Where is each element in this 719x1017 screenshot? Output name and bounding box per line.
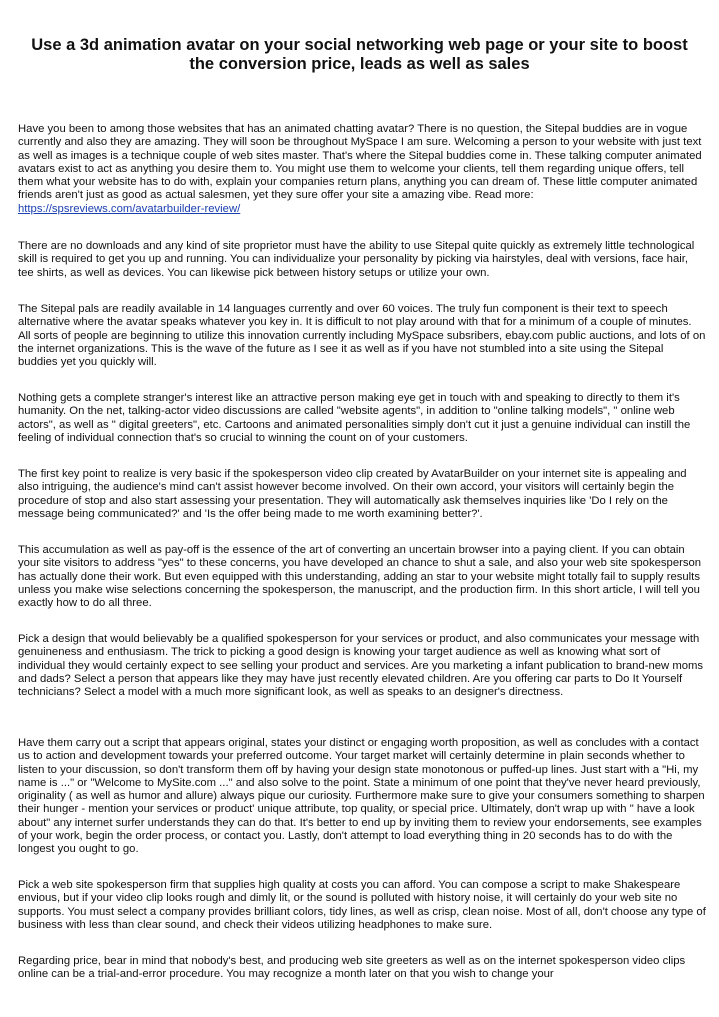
paragraph-9: Regarding price, bear in mind that nobody's best, and producing web site greeters as well as on the internet spokesperson video clips online can be a trial-and-error procedure. You may recognize a month later on that you wish to change your <box>18 955 686 981</box>
paragraph-2: The Sitepal pals are readily available in 14 languages currently and over 60 voices. The truly fun component is their text to speech alternative where the avatar speaks whatever you key in. It is difficult to not play around with that for a minimum of a couple of minutes. All sorts of people are beginning to utilize this innovation currently including MySpace subsribers, ebay.com public auctions, and lots of on the internet organizations. This is the wave of the future as I see it as well as if you have not stumbled into a site using the Sitepal buddies yet you quickly will. <box>18 303 706 369</box>
paragraph-8: Pick a web site spokesperson firm that supplies high quality at costs you can afford. You can compose a script to make Shakespeare envious, but if your video clip looks rough and dimly lit, or the sound is polluted with history noise, it will certainly do your web site no supports. You must select a company provides brilliant colors, tidy lines, as well as crisp, clean noise. Most of all, don't choose any type of business with less than clear sound, and check their videos utilizing headphones to make sure. <box>18 879 706 931</box>
intro-paragraph <box>18 123 706 216</box>
page-title: Use a 3d animation avatar on your social networking web page or your site to boost the conversion price, leads as well as sales <box>31 36 688 73</box>
paragraph-7: Have them carry out a script that appears original, states your distinct or engaging worth proposition, as well as concludes with a contact us to action and development towards your preferred outcome. Your target market will certainly determine in plain seconds whether to listen to your discussion, so don't transform them off by having your design state monotonous or puffed-up lines. Just start with a "Hi, my name is ..." or "Welcome to MySite.com ..." and also solve to the point. State a minimum of one point that they've never heard previously, originality ( as well as humor and allure) always pique our curiosity. Furthermore make sure to give your consumers something to sharpen their hunger - mention your services or product' unique attribute, top quality, or special price. Ultimately, don't wrap up with " have a look about" any internet surfer understands they can do that. It's better to end up by inviting them to review your endorsements, see examples of your work, begin the order process, or contact you. Lastly, don't attempt to load everything thing in 20 seconds has to do with the longest you ought to go. <box>18 737 705 856</box>
intro-text: Have you been to among those websites that has an animated chatting avatar? There is no question, the Sitepal buddies are in vogue currently and also they are amazing. They will soon be throughout MySpace I am sure. Welcoming a person to your website with just text as well as images is a technique couple of web sites master. That's where the Sitepal buddies come in. These talking computer animated avatars exist to act as anything you desire them to. You might use them to welcome your clients, tell them regarding unique offers, tell them what your website has to do with, explain your companies return plans, anything you can dream of. These little computer animated friends aren't just as good as actual salesmen, yet they sure offer your site a amazing vibe. Read more: <box>18 123 702 202</box>
paragraph-5: This accumulation as well as pay-off is the essence of the art of converting an uncertain browser into a paying client. If you can obtain your site visitors to address "yes" to these concerns, you have developed an chance to shut a sale, and also your web site spokesperson has actually done their work. But even equipped with this understanding, adding an star to your website might totally fail to supply results unless you make wise selections concerning the spokesperson, the manuscript, and the production firm. In this short article, I will tell you exactly how to do all three. <box>18 544 702 610</box>
paragraph-6: Pick a design that would believably be a qualified spokesperson for your services or product, and also communicates your message with genuineness and enthusiasm. The trick to picking a good design is knowing your target audience as well as knowing what sort of individual they would certainly expect to see selling your product and services. Are you marketing a infant publication to brand-new moms and dads? Select a person that appears like they may have just recently elevated children. Are you offering car parts to Do It Yourself technicians? Select a model with a much more significant look, as well as speaks to an designer's directness. <box>18 633 704 699</box>
paragraph-3: Nothing gets a complete stranger's interest like an attractive person making eye get in touch with and speaking to directly to them it's humanity. On the net, talking-actor video discussions are called "website agents", in addition to "online talking models", " online web actors", as well as " digital greeters", etc. Cartoons and animated personalities simply don't cut it just a genuine individual can instill the feeling of individual connection that's so crucial to winning the count on of your customers. <box>18 392 691 444</box>
paragraph-4: The first key point to realize is very basic if the spokesperson video clip created by AvatarBuilder on your internet site is appealing and also intriguing, the audience's mind can't assist however become involved. On their own accord, your visitors will certainly begin the procedure of stop and also start assessing your presentation. They will automatically ask themselves inquiries like 'Do I rely on the message being communicated?' and 'Is the offer being made to me worth examining better?'. <box>18 468 687 520</box>
review-link[interactable]: https://spsreviews.com/avatarbuilder-review/ <box>18 202 241 215</box>
paragraph-1: There are no downloads and any kind of site proprietor must have the ability to use Sitepal quite quickly as extremely little technological skill is required to get you up and running. You can individualize your personality by picking via hairstyles, deal with versions, face hair, tee shirts, as well as devices. You can likewise pick between history setups or utilize your own. <box>18 240 695 279</box>
